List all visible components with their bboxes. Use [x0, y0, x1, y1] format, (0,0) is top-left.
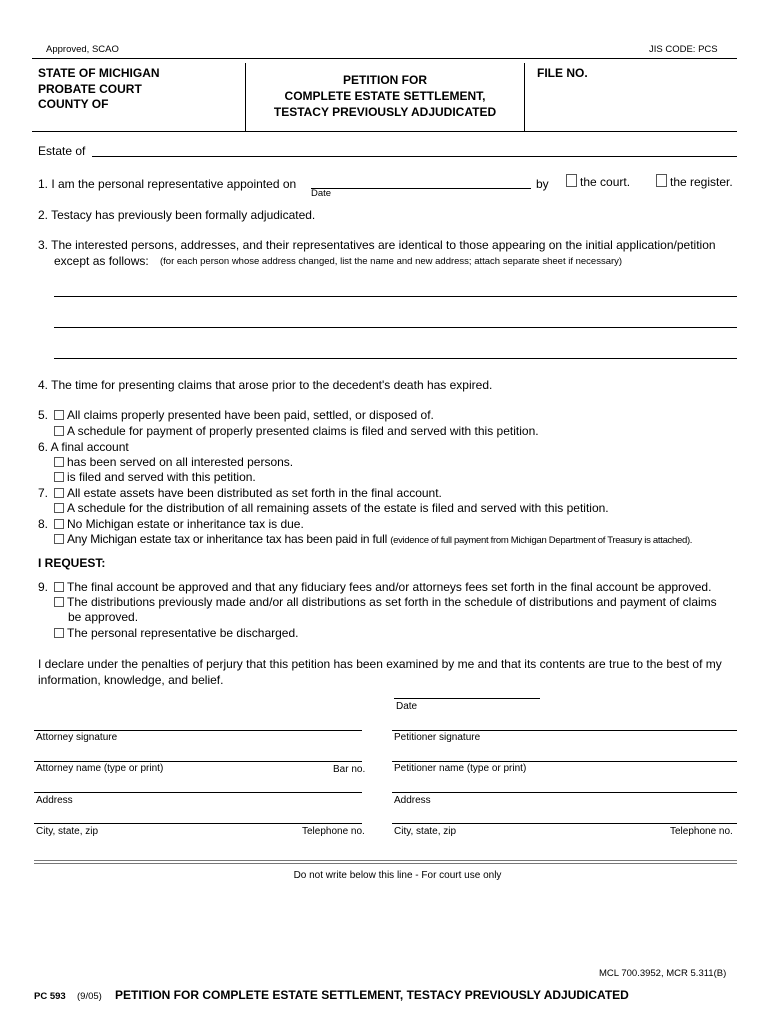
checkbox-icon[interactable] [54, 582, 64, 592]
form-number: PC 593 [34, 991, 66, 1002]
item5-num: 5. [38, 408, 49, 422]
checkbox-icon[interactable] [54, 628, 64, 638]
form-title-line: TESTACY PREVIOUSLY ADJUDICATED [273, 105, 497, 119]
jis-code: JIS CODE: PCS [649, 44, 718, 55]
exceptions-line-3[interactable] [54, 358, 737, 359]
item9-opt-c[interactable] [54, 626, 298, 640]
item5-opt-a-label: All claims properly presented have been paid, settled, or disposed of. [67, 408, 434, 422]
item8-opt-a-label: No Michigan estate or inheritance tax is due. [67, 517, 304, 531]
declaration-line2: information, knowledge, and belief. [38, 673, 224, 687]
checkbox-icon[interactable] [54, 519, 64, 529]
item4-text: 4. The time for presenting claims that arose prior to the decedent's death has expired. [38, 378, 493, 392]
petitioner-name-label: Petitioner name (type or print) [394, 763, 527, 774]
item9-opt-b-cont: be approved. [68, 610, 139, 624]
item5-opt-a[interactable] [54, 408, 434, 422]
court-use-notice: Do not write below this line - For court use only [293, 870, 502, 881]
item7-opt-a-label: All estate assets have been distributed as set forth in the final account. [67, 486, 442, 500]
item3-note: (for each person whose address changed, list the name and new address; attach separate sheet if necessary) [160, 256, 623, 267]
estate-of-label: Estate of [38, 144, 86, 158]
item8-opt-b-note: (evidence of full payment from Michigan Department of Treasury is attached). [390, 535, 693, 546]
bar-no-label: Bar no. [333, 764, 366, 775]
checkbox-icon[interactable] [54, 503, 64, 513]
item5-opt-b-label: A schedule for payment of properly presented claims is filed and served with this petition. [67, 424, 539, 438]
petitioner-address-field[interactable] [392, 792, 737, 793]
item7-opt-b-label: A schedule for the distribution of all remaining assets of the estate is filed and served with this petition. [67, 501, 609, 515]
checkbox-icon[interactable] [566, 174, 577, 187]
attorney-name-field[interactable] [34, 761, 362, 762]
item7-opt-a[interactable] [54, 486, 442, 500]
form-title-block [250, 72, 520, 120]
court-use-rule-bottom [34, 863, 737, 864]
item8-num: 8. [38, 517, 49, 531]
item9-opt-a[interactable] [54, 580, 711, 594]
opt-register-label: the register. [670, 175, 733, 189]
date-label: Date [396, 701, 418, 712]
file-no-label: FILE NO. [537, 66, 588, 80]
item2-text: 2. Testacy has previously been formally adjudicated. [38, 208, 316, 222]
attorney-name-label: Attorney name (type or print) [36, 763, 164, 774]
attorney-address-label: Address [36, 795, 73, 806]
attorney-address-field[interactable] [34, 792, 362, 793]
form-revision: (9/05) [77, 991, 102, 1002]
item9-num: 9. [38, 580, 49, 594]
checkbox-icon[interactable] [54, 457, 64, 467]
approved-label: Approved, SCAO [46, 44, 119, 55]
opt-register[interactable] [656, 174, 733, 189]
i-request-heading: I REQUEST: [38, 556, 106, 570]
item9-opt-b[interactable] [54, 595, 717, 609]
court-use-rule-top [34, 860, 737, 861]
attorney-telephone-label: Telephone no. [302, 826, 365, 837]
court-state: STATE OF MICHIGAN [38, 66, 160, 80]
statute-reference: MCL 700.3952, MCR 5.311(B) [599, 968, 727, 979]
checkbox-icon[interactable] [54, 597, 64, 607]
opt-court-label: the court. [580, 175, 631, 189]
petitioner-signature-label: Petitioner signature [394, 732, 481, 743]
attorney-signature-label: Attorney signature [36, 732, 118, 743]
checkbox-icon[interactable] [54, 410, 64, 420]
header-top-rule [32, 58, 737, 59]
petitioner-city-label: City, state, zip [394, 826, 457, 837]
court-county: COUNTY OF [38, 97, 109, 111]
court-block [38, 66, 160, 113]
checkbox-icon[interactable] [54, 488, 64, 498]
declaration-line1: I declare under the penalties of perjury that this petition has been examined by me and that its contents are true to the best of my [38, 657, 722, 671]
date-signed-field[interactable] [394, 698, 540, 699]
item8-opt-a[interactable] [54, 517, 304, 531]
form-title-line: COMPLETE ESTATE SETTLEMENT, [284, 89, 486, 103]
item6-opt-b-label: is filed and served with this petition. [67, 470, 256, 484]
exceptions-line-2[interactable] [54, 327, 737, 328]
item1-text: 1. I am the personal representative appointed on [38, 177, 297, 191]
item6-label: 6. A final account [38, 440, 129, 454]
checkbox-icon[interactable] [54, 534, 64, 544]
item5-opt-b[interactable] [54, 424, 539, 438]
exceptions-line-1[interactable] [54, 296, 737, 297]
checkbox-icon[interactable] [656, 174, 667, 187]
checkbox-icon[interactable] [54, 426, 64, 436]
attorney-city-field[interactable] [34, 823, 362, 824]
petitioner-signature-field[interactable] [392, 730, 737, 731]
item8-opt-b-label: Any Michigan estate tax or inheritance tax has been paid in full [67, 532, 388, 546]
item9-opt-b-label: The distributions previously made and/or all distributions as set forth in the schedule of distributions and payment of claims [67, 595, 717, 609]
caption-divider-1 [245, 63, 246, 131]
item3-line1: 3. The interested persons, addresses, and their representatives are identical to those appearing on the initial application/petition [38, 238, 716, 252]
item8-opt-b[interactable] [54, 532, 692, 546]
item6-opt-b[interactable] [54, 470, 256, 484]
estate-of-field[interactable] [92, 156, 737, 157]
appointment-date-field[interactable] [311, 188, 531, 189]
petitioner-telephone-label: Telephone no. [670, 826, 733, 837]
footer-form-title: PETITION FOR COMPLETE ESTATE SETTLEMENT, TESTACY PREVIOUSLY ADJUDICATED [115, 988, 629, 1002]
caption-divider-2 [524, 63, 525, 131]
item9-opt-c-label: The personal representative be discharged. [67, 626, 299, 640]
court-name: PROBATE COURT [38, 81, 142, 96]
petitioner-address-label: Address [394, 795, 431, 806]
item7-opt-b[interactable] [54, 501, 609, 515]
checkbox-icon[interactable] [54, 472, 64, 482]
item3-line2: except as follows: [54, 254, 149, 268]
attorney-signature-field[interactable] [34, 730, 362, 731]
attorney-city-label: City, state, zip [36, 826, 99, 837]
opt-court[interactable] [566, 174, 630, 189]
item6-opt-a-label: has been served on all interested persons. [67, 455, 294, 469]
form-title-line: PETITION FOR [343, 73, 427, 87]
item1-by: by [536, 177, 549, 191]
petitioner-city-field[interactable] [392, 823, 737, 824]
item9-opt-a-label: The final account be approved and that any fiduciary fees and/or attorneys fees set forth in the final account be approved. [67, 580, 712, 594]
item7-num: 7. [38, 486, 49, 500]
date-caption: Date [311, 188, 332, 199]
petitioner-name-field[interactable] [392, 761, 737, 762]
item6-opt-a[interactable] [54, 455, 293, 469]
